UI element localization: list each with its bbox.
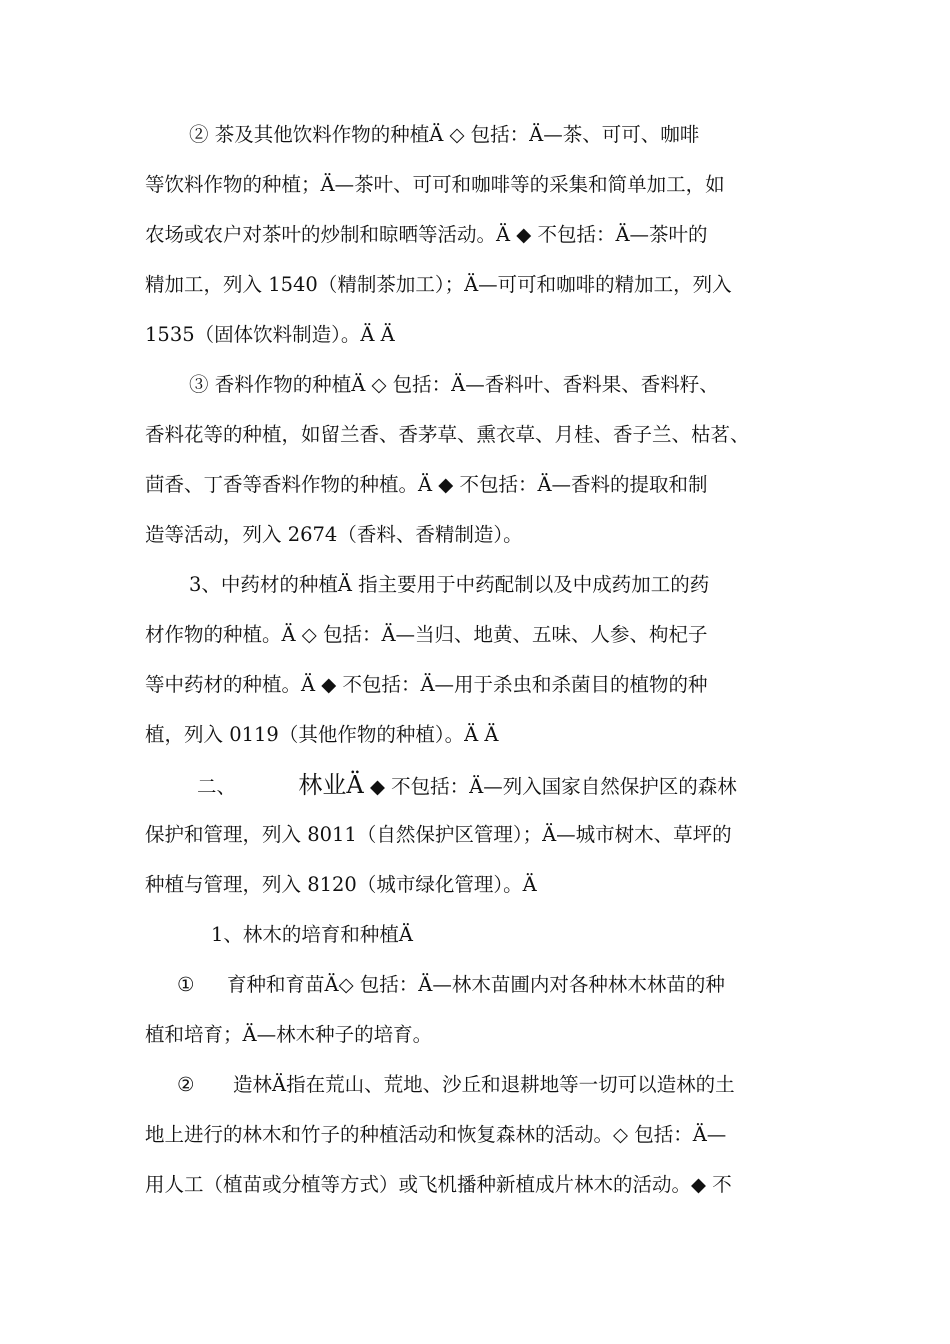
item-2-line-1 bbox=[145, 1060, 807, 1110]
paragraph-herb-line-4: 植，列入 0119（其他作物的种植）。Ä Ä bbox=[145, 723, 499, 746]
paragraph-tea-line-3: 农场或农户对茶叶的炒制和晾晒等活动。Ä ◆ 不包括：Ä—茶叶的 bbox=[145, 223, 708, 246]
document-body bbox=[145, 110, 807, 1210]
item-1-line-1 bbox=[145, 960, 807, 1010]
paragraph-spice-line-1: ③ 香料作物的种植Ä ◇ 包括：Ä—香料叶、香料果、香料籽、 bbox=[189, 373, 719, 396]
item-2-number: ② bbox=[177, 1073, 195, 1096]
paragraph-spice-line-3: 茴香、丁香等香料作物的种植。Ä ◆ 不包括：Ä—香料的提取和制 bbox=[145, 473, 708, 496]
item-1-text: 育种和育苗Ä◇ 包括：Ä—林木苗圃内对各种林木林苗的种 bbox=[227, 973, 725, 996]
paragraph-herb-line-2: 材作物的种植。Ä ◇ 包括：Ä—当归、地黄、五味、人参、枸杞子 bbox=[145, 623, 708, 646]
item-1-line-2: 植和培育；Ä—林木种子的培育。 bbox=[145, 1023, 433, 1046]
item-2-line-3: 用人工（植苗或分植等方式）或飞机播种新植成片林木的活动。◆ 不 bbox=[145, 1173, 732, 1196]
paragraph-tea-line-5: 1535（固体饮料制造）。Ä Ä bbox=[145, 323, 395, 346]
item-1-number: ① bbox=[177, 973, 195, 996]
paragraph-herb-line-3: 等中药材的种植。Ä ◆ 不包括：Ä—用于杀虫和杀菌目的植物的种 bbox=[145, 673, 708, 696]
forestry-heading: 林业Ä bbox=[298, 771, 364, 799]
section-1-heading: 1、林木的培育和种植Ä bbox=[211, 923, 413, 946]
forestry-heading-line bbox=[145, 760, 807, 810]
item-2-text: 造林Ä指在荒山、荒地、沙丘和退耕地等一切可以造林的土 bbox=[233, 1073, 735, 1096]
forestry-exclusion: ◆ 不包括：Ä—列入国家自然保护区的森林 bbox=[369, 775, 737, 798]
paragraph-tea-line-4: 精加工，列入 1540（精制茶加工）；Ä—可可和咖啡的精加工，列入 bbox=[145, 273, 732, 296]
paragraph-spice-line-4: 造等活动，列入 2674（香料、香精制造）。 bbox=[145, 523, 523, 546]
paragraph-spice-line-2: 香料花等的种植，如留兰香、香茅草、熏衣草、月桂、香子兰、枯茗、 bbox=[145, 423, 750, 446]
forestry-number: 二、 bbox=[197, 775, 237, 798]
paragraph-tea-line-1: ② 茶及其他饮料作物的种植Ä ◇ 包括：Ä—茶、可可、咖啡 bbox=[189, 123, 700, 146]
forestry-line-3: 种植与管理，列入 8120（城市绿化管理）。Ä bbox=[145, 873, 537, 896]
forestry-line-2: 保护和管理，列入 8011（自然保护区管理）；Ä—城市树木、草坪的 bbox=[145, 823, 732, 846]
item-2-line-2: 地上进行的林木和竹子的种植活动和恢复森林的活动。◇ 包括：Ä— bbox=[145, 1123, 727, 1146]
paragraph-herb-line-1: 3、中药材的种植Ä 指主要用于中药配制以及中成药加工的药 bbox=[189, 573, 710, 596]
paragraph-tea-line-2: 等饮料作物的种植；Ä—茶叶、可可和咖啡等的采集和简单加工，如 bbox=[145, 173, 725, 196]
